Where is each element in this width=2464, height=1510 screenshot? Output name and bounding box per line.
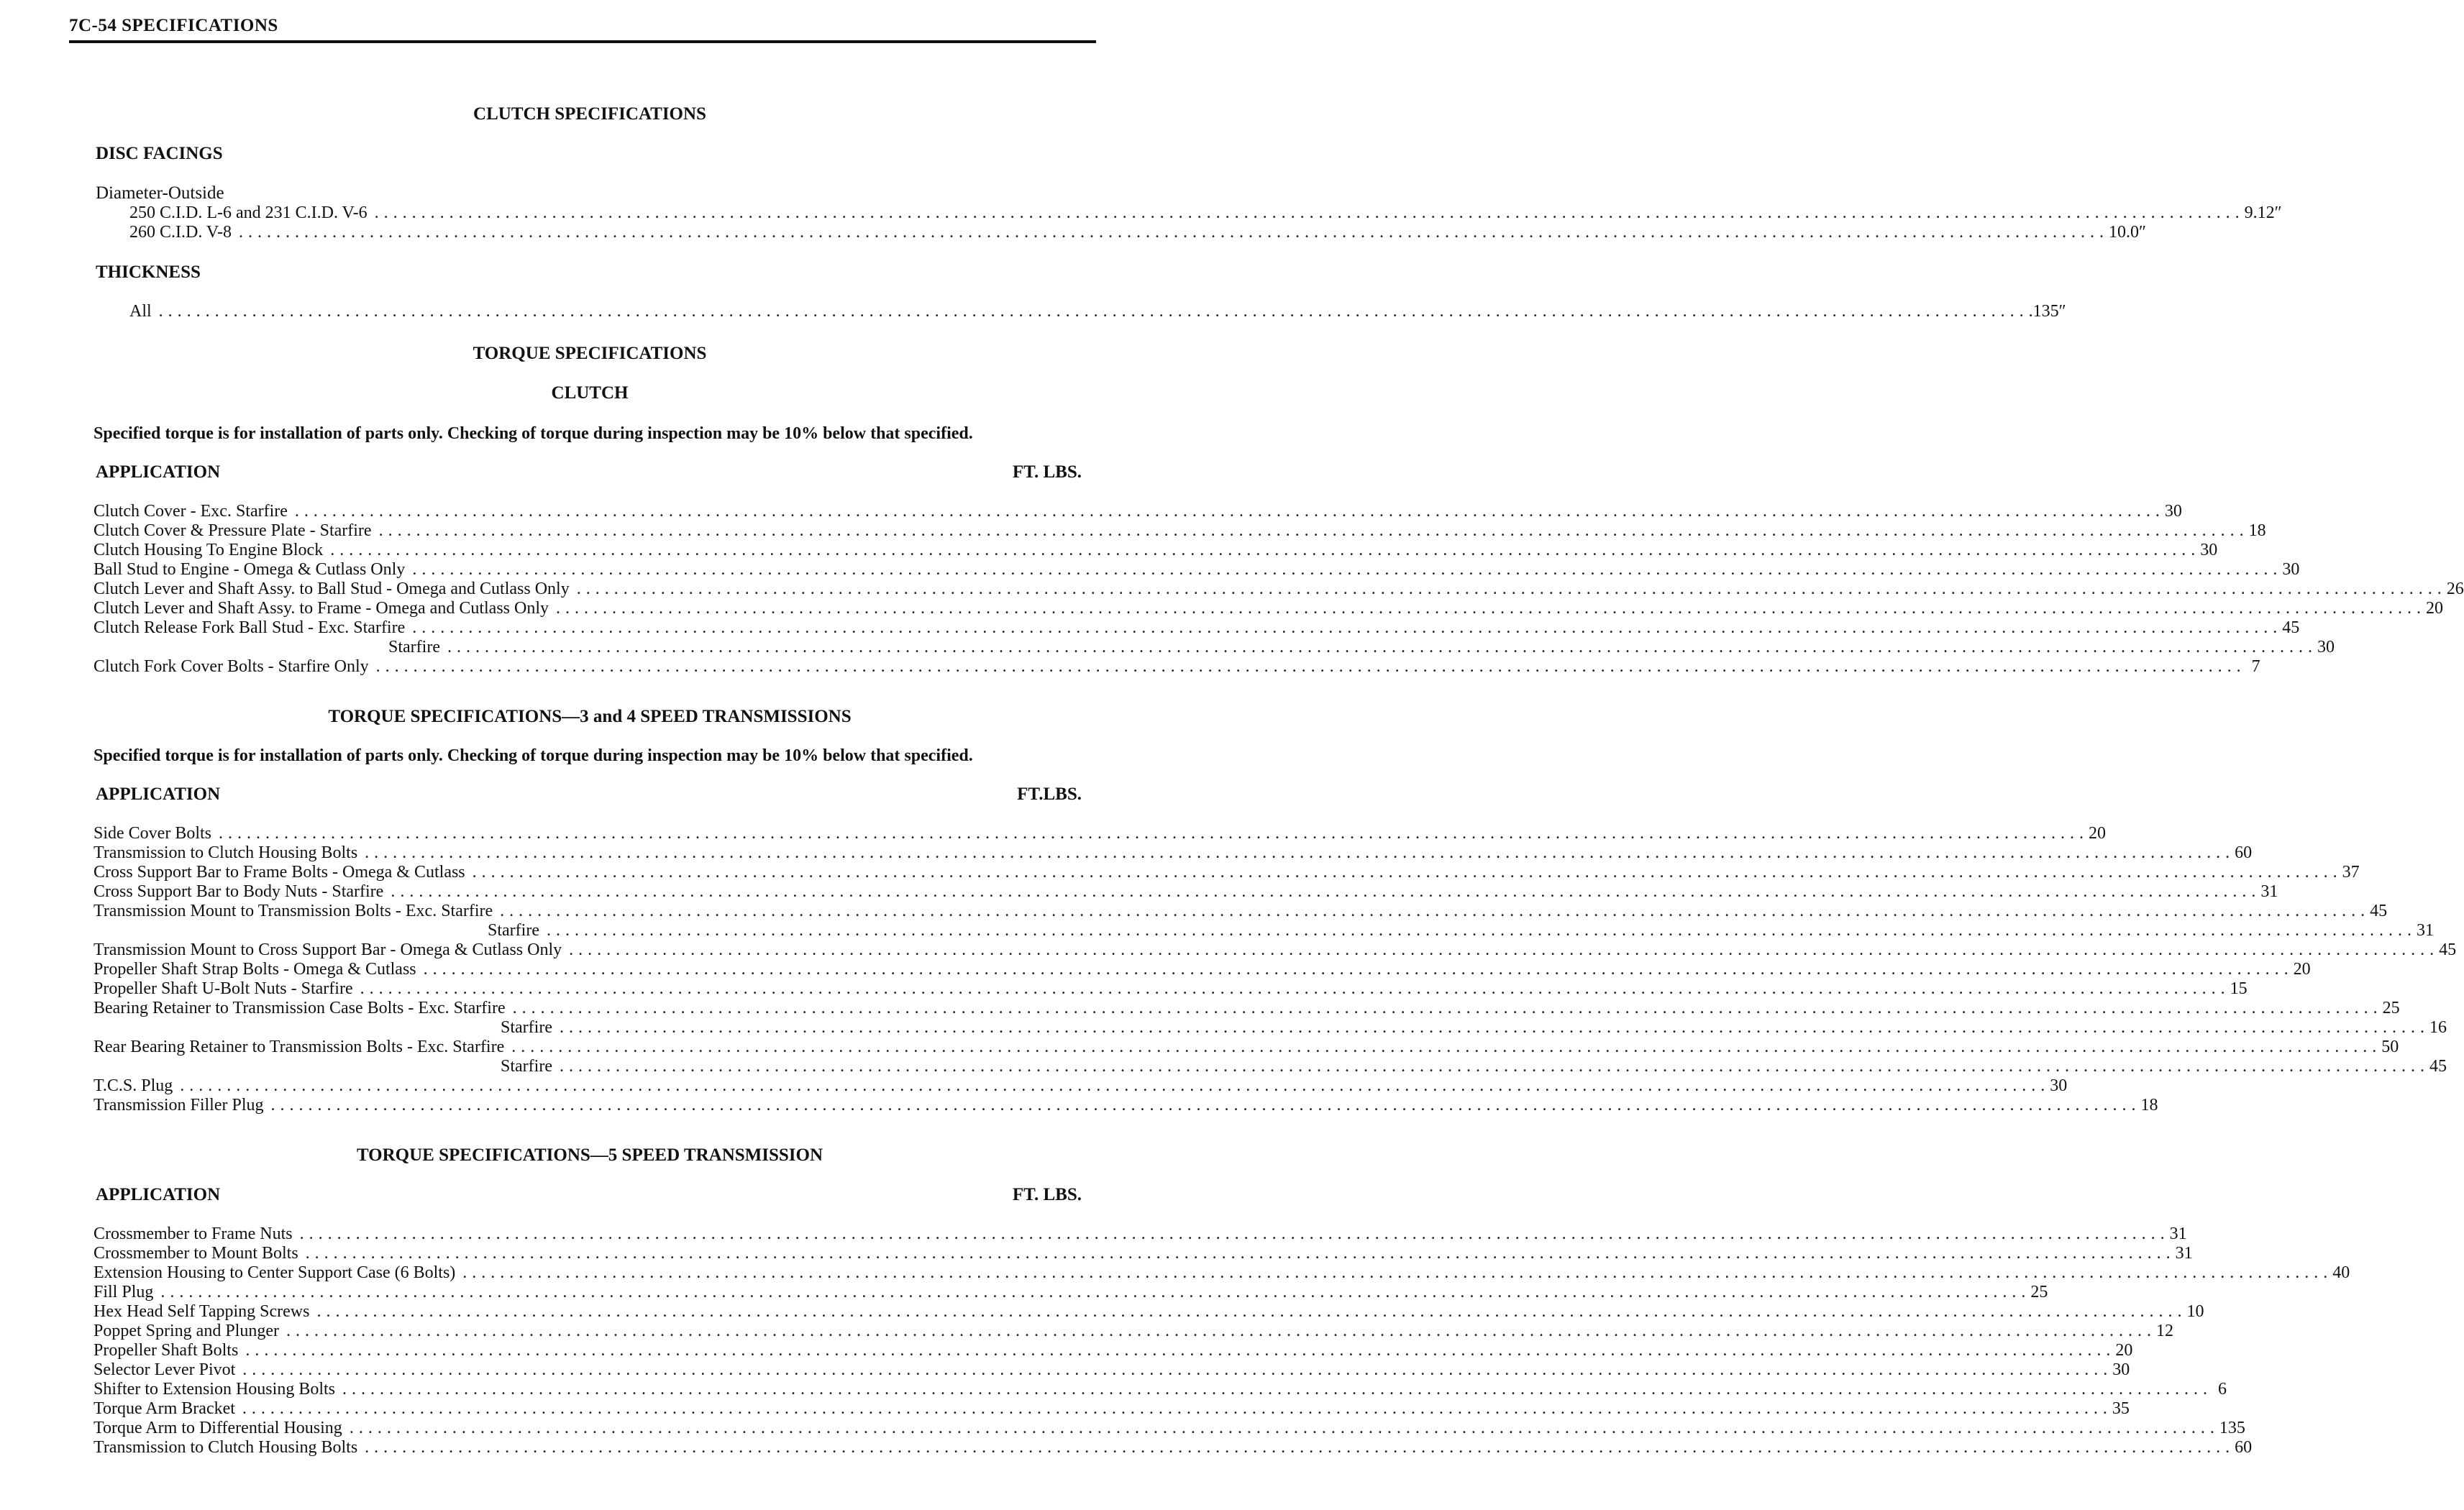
spec-row (93, 999, 2400, 1018)
row-value: 31 (2169, 1225, 2187, 1243)
spec-row (93, 1263, 2350, 1283)
spec-row (93, 638, 2335, 657)
row-label: Extension Housing to Center Support Case (6 Bolts) (93, 1263, 456, 1282)
application-heading: APPLICATION (96, 784, 221, 804)
leader-dots: ........................................................................................................................................................................................................ (412, 618, 2283, 637)
row-label: Clutch Lever and Shaft Assy. to Ball Stud - Omega and Cutlass Only (93, 580, 570, 598)
diameter-rows (129, 203, 2282, 242)
leader-dots: ........................................................................................................................................................................................................ (559, 1057, 2429, 1076)
row-value: 12 (2156, 1322, 2173, 1340)
spec-row (93, 1360, 2130, 1380)
row-value: .135″ (2028, 302, 2066, 321)
leader-dots: ........................................................................................................................................................................................................ (511, 1038, 2382, 1056)
spec-row (93, 502, 2182, 521)
row-value: 31 (2416, 921, 2434, 940)
leader-dots: ........................................................................................................................................................................................................ (378, 521, 2249, 540)
row-value: 31 (2260, 882, 2278, 901)
torque-spec-title: TORQUE SPECIFICATIONS (473, 344, 707, 363)
leader-dots: ........................................................................................................................................................................................................ (556, 599, 2426, 618)
torque-34-note: Specified torque is for installation of parts only. Checking of torque during inspection may be 10% below that specified. (93, 746, 973, 765)
row-label: Cross Support Bar to Body Nuts - Starfire (93, 882, 384, 901)
thickness-rows (129, 302, 2066, 321)
leader-dots: ........................................................................................................................................................................................................ (375, 657, 2246, 676)
leader-dots: ........................................................................................................................................................................................................ (365, 1438, 2235, 1457)
row-label: Transmission Mount to Cross Support Bar - Omega & Cutlass Only (93, 941, 562, 959)
row-value: 20 (2115, 1341, 2133, 1360)
row-label: Starfire (488, 921, 539, 940)
row-value: 20 (2089, 824, 2107, 843)
spec-row (93, 902, 2388, 921)
thickness-heading: THICKNESS (96, 262, 201, 282)
row-value: 50 (2381, 1038, 2399, 1056)
row-value: 37 (2342, 863, 2360, 882)
leader-dots: ........................................................................................................................................................................................................ (546, 921, 2417, 940)
row-value: 25 (2382, 999, 2400, 1017)
row-label: Fill Plug (93, 1283, 154, 1301)
clutch-spec-title: CLUTCH SPECIFICATIONS (473, 104, 706, 124)
header-rule (69, 40, 1096, 43)
leader-dots: ........................................................................................................................................................................................................ (569, 941, 2440, 959)
row-value: 6 (2218, 1380, 2227, 1399)
leader-dots: ........................................................................................................................................................................................................ (242, 1399, 2112, 1418)
application-heading: APPLICATION (96, 462, 221, 482)
units-heading: FT. LBS. (1012, 1185, 1082, 1204)
row-value: 30 (2317, 638, 2335, 656)
leader-dots: ........................................................................................................................................................................................................ (305, 1244, 2176, 1263)
spec-row (93, 1057, 2447, 1076)
leader-dots: ........................................................................................................................................................................................................ (365, 843, 2235, 862)
leader-dots: ........................................................................................................................................................................................................ (559, 1018, 2429, 1037)
torque-5-rows (93, 1225, 2350, 1458)
leader-dots: ........................................................................................................................................................................................................ (330, 541, 2201, 559)
spec-row (93, 941, 2457, 960)
row-label: Transmission Mount to Transmission Bolts - Exc. Starfire (93, 902, 493, 920)
torque-clutch-rows (93, 502, 2464, 677)
spec-row (93, 1302, 2204, 1322)
row-label: 250 C.I.D. L-6 and 231 C.I.D. V-6 (129, 203, 368, 222)
leader-dots: ........................................................................................................................................................................................................ (447, 638, 2317, 656)
spec-row (93, 921, 2434, 941)
row-label: Crossmember to Frame Nuts (93, 1225, 293, 1243)
torque-34-title: TORQUE SPECIFICATIONS—3 and 4 SPEED TRANSMISSIONS (328, 707, 852, 726)
diameter-label: Diameter-Outside (96, 183, 224, 203)
spec-row (93, 1341, 2133, 1360)
torque-5-title: TORQUE SPECIFICATIONS—5 SPEED TRANSMISSION (356, 1145, 823, 1165)
torque-clutch-note: Specified torque is for installation of parts only. Checking of torque during inspection may be 10% below that specified. (93, 424, 973, 443)
row-label: Torque Arm to Differential Housing (93, 1419, 342, 1437)
spec-row (93, 979, 2248, 999)
spec-row (93, 560, 2300, 580)
row-value: 20 (2293, 960, 2311, 979)
spec-row (93, 618, 2300, 638)
row-label: Crossmember to Mount Bolts (93, 1244, 298, 1263)
row-label: Clutch Cover & Pressure Plate - Starfire (93, 521, 372, 540)
spec-row (93, 1419, 2245, 1438)
spec-row (93, 1322, 2173, 1341)
row-label: Clutch Cover - Exc. Starfire (93, 502, 288, 521)
spec-row (129, 203, 2282, 223)
row-value: 20 (2426, 599, 2443, 618)
spec-row (93, 599, 2443, 618)
leader-dots: ........................................................................................................................................................................................................ (219, 824, 2089, 843)
row-value: 15 (2230, 979, 2248, 998)
spec-row (93, 882, 2278, 902)
leader-dots: ........................................................................................................................................................................................................ (342, 1380, 2212, 1399)
spec-row (93, 1283, 2048, 1302)
leader-dots: ........................................................................................................................................................................................................ (316, 1302, 2187, 1321)
row-value: 30 (2050, 1076, 2068, 1095)
row-value: 7 (2251, 657, 2260, 676)
leader-dots: ........................................................................................................................................................................................................ (462, 1263, 2333, 1282)
row-label: Clutch Housing To Engine Block (93, 541, 324, 559)
spec-row (93, 541, 2218, 560)
spec-row (93, 1018, 2447, 1038)
disc-facings-heading: DISC FACINGS (96, 144, 223, 163)
row-value: 45 (2370, 902, 2388, 920)
row-label: Transmission to Clutch Housing Bolts (93, 843, 358, 862)
row-value: 30 (2112, 1360, 2130, 1379)
row-value: 25 (2030, 1283, 2048, 1301)
row-value: 18 (2248, 521, 2266, 540)
leader-dots: ........................................................................................................................................................................................................ (391, 882, 2261, 901)
row-value: 135 (2219, 1419, 2245, 1437)
row-label: T.C.S. Plug (93, 1076, 173, 1095)
torque-34-rows (93, 824, 2457, 1115)
row-value: 60 (2235, 1438, 2253, 1457)
row-label: Transmission Filler Plug (93, 1096, 264, 1115)
leader-dots: ........................................................................................................................................................................................................ (349, 1419, 2219, 1437)
spec-row (93, 580, 2464, 599)
spec-row (93, 657, 2260, 677)
leader-dots: ........................................................................................................................................................................................................ (158, 302, 2029, 321)
spec-row (93, 1380, 2227, 1399)
row-label: Starfire (501, 1018, 552, 1037)
leader-dots: ........................................................................................................................................................................................................ (423, 960, 2294, 979)
application-heading: APPLICATION (96, 1185, 221, 1204)
leader-dots: ........................................................................................................................................................................................................ (512, 999, 2383, 1017)
leader-dots: ........................................................................................................................................................................................................ (299, 1225, 2170, 1243)
row-label: Clutch Lever and Shaft Assy. to Frame - Omega and Cutlass Only (93, 599, 549, 618)
row-label: Propeller Shaft Strap Bolts - Omega & Cutlass (93, 960, 416, 979)
row-value: 40 (2332, 1263, 2350, 1282)
row-label: Propeller Shaft U-Bolt Nuts - Starfire (93, 979, 353, 998)
row-label: All (129, 302, 152, 321)
row-value: 45 (2429, 1057, 2447, 1076)
leader-dots: ........................................................................................................................................................................................................ (245, 1341, 2116, 1360)
units-heading: FT. LBS. (1012, 462, 1082, 482)
row-value: 45 (2282, 618, 2300, 637)
row-label: Propeller Shaft Bolts (93, 1341, 239, 1360)
row-label: Torque Arm Bracket (93, 1399, 235, 1418)
row-label: Transmission to Clutch Housing Bolts (93, 1438, 358, 1457)
leader-dots: ........................................................................................................................................................................................................ (500, 902, 2371, 920)
spec-row (93, 521, 2266, 541)
spec-row (93, 1076, 2068, 1096)
row-label: 260 C.I.D. V-8 (129, 223, 232, 242)
row-value: 16 (2429, 1018, 2447, 1037)
leader-dots: ........................................................................................................................................................................................................ (180, 1076, 2050, 1095)
row-label: Shifter to Extension Housing Bolts (93, 1380, 335, 1399)
spec-row (129, 223, 2147, 242)
spec-row (93, 1038, 2399, 1057)
row-label: Starfire (501, 1057, 552, 1076)
leader-dots: ........................................................................................................................................................................................................ (294, 502, 2165, 521)
row-label: Bearing Retainer to Transmission Case Bolts - Exc. Starfire (93, 999, 506, 1017)
leader-dots: ........................................................................................................................................................................................................ (472, 863, 2342, 882)
spec-row (93, 1438, 2253, 1458)
units-heading: FT.LBS. (1017, 784, 1082, 804)
spec-row (93, 1244, 2193, 1263)
leader-dots: ........................................................................................................................................................................................................ (360, 979, 2230, 998)
leader-dots: ........................................................................................................................................................................................................ (412, 560, 2283, 579)
row-label: Poppet Spring and Plunger (93, 1322, 279, 1340)
leader-dots: ........................................................................................................................................................................................................ (374, 203, 2245, 222)
row-value: 18 (2140, 1096, 2158, 1115)
leader-dots: ........................................................................................................................................................................................................ (239, 223, 2109, 242)
row-value: 35 (2112, 1399, 2130, 1418)
row-value: 9.12″ (2244, 203, 2282, 222)
leader-dots: ........................................................................................................................................................................................................ (286, 1322, 2156, 1340)
spec-row (93, 863, 2360, 882)
row-value: 30 (2164, 502, 2182, 521)
row-value: 10.0″ (2109, 223, 2147, 242)
spec-row (129, 302, 2066, 321)
row-value: 26 (2446, 580, 2464, 598)
row-label: Ball Stud to Engine - Omega & Cutlass Only (93, 560, 406, 579)
leader-dots: ........................................................................................................................................................................................................ (270, 1096, 2141, 1115)
spec-row (93, 824, 2107, 843)
row-value: 31 (2175, 1244, 2193, 1263)
leader-dots: ........................................................................................................................................................................................................ (242, 1360, 2113, 1379)
leader-dots: ........................................................................................................................................................................................................ (576, 580, 2447, 598)
row-value: 10 (2186, 1302, 2204, 1321)
row-label: Rear Bearing Retainer to Transmission Bolts - Exc. Starfire (93, 1038, 505, 1056)
torque-clutch-subtitle: CLUTCH (551, 383, 629, 403)
row-value: 45 (2439, 941, 2457, 959)
spec-row (93, 1399, 2130, 1419)
row-label: Side Cover Bolts (93, 824, 212, 843)
row-label: Selector Lever Pivot (93, 1360, 236, 1379)
row-label: Hex Head Self Tapping Screws (93, 1302, 310, 1321)
leader-dots: ........................................................................................................................................................................................................ (160, 1283, 2031, 1301)
spec-row (93, 1096, 2158, 1115)
row-value: 30 (2282, 560, 2300, 579)
spec-row (93, 960, 2311, 979)
row-label: Clutch Release Fork Ball Stud - Exc. Starfire (93, 618, 406, 637)
row-value: 30 (2200, 541, 2218, 559)
spec-row (93, 1225, 2187, 1244)
row-label: Clutch Fork Cover Bolts - Starfire Only (93, 657, 369, 676)
page-header: 7C-54 SPECIFICATIONS (69, 16, 278, 35)
row-label: Starfire (388, 638, 440, 656)
row-label: Cross Support Bar to Frame Bolts - Omega & Cutlass (93, 863, 465, 882)
spec-row (93, 843, 2253, 863)
row-value: 60 (2235, 843, 2253, 862)
